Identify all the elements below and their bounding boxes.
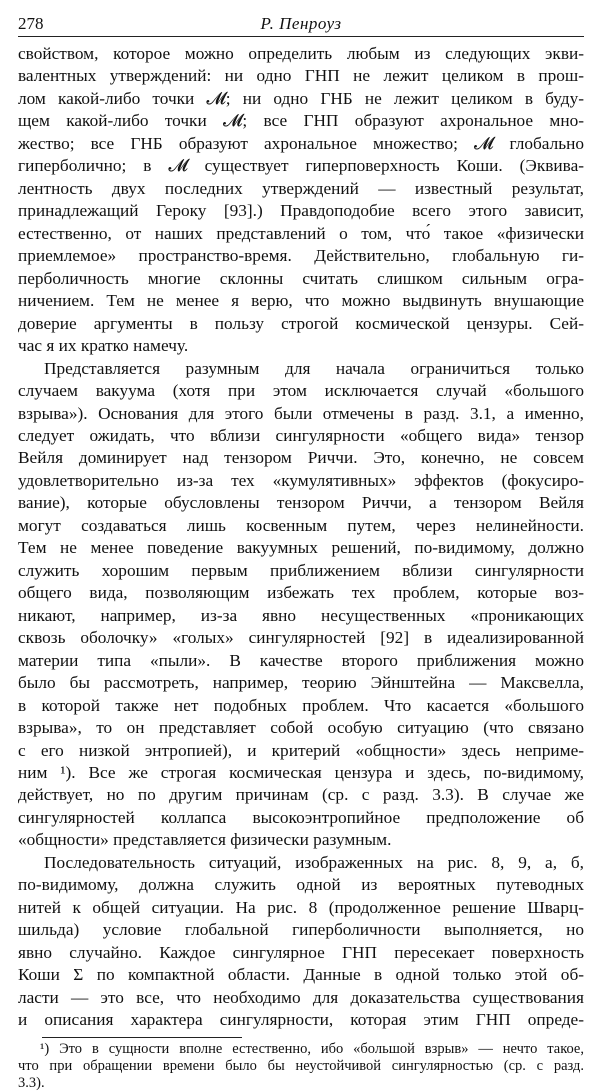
text-line: Вейля доминирует над тензором Риччи. Это, конечно, не совсем — [18, 448, 584, 468]
footnote-divider — [42, 1037, 242, 1038]
text-line: ласти — это все, что необходимо для доказательства существования — [18, 987, 584, 1007]
text-line: Последовательность ситуаций, изображенных на рис. 8, 9, а, б, — [44, 852, 584, 872]
text-line: и описания характера сингулярности, которая этим ГНП опреде- — [18, 1010, 584, 1030]
footnote-line: ¹) Это в сущности вполне естественно, ибо «большой взрыв» — нечто такое, — [40, 1040, 584, 1057]
text-line: валентных утверждений: ни одно ГНП не лежит целиком в прош- — [18, 66, 584, 86]
text-line: общего вида, позволяющим избежать тех проблем, которые воз- — [18, 583, 584, 603]
paragraph — [18, 43, 584, 358]
text-line: Коши Σ по компактной области. Данные в одной только этой об- — [18, 965, 584, 985]
text-line: сингулярностей коллапса высокоэнтропийное предположение об — [18, 807, 584, 827]
text-line: удовлетворительно из-за тех «кумулятивных» эффектов (фокусиро- — [18, 470, 584, 490]
text-line: по-видимому, должна служить одной из вероятных путеводных — [18, 875, 584, 895]
text-line: взрыва», то он представляет собой особую ситуацию (что связано — [18, 718, 584, 738]
text-line: служить хорошим первым приближением вблизи сингулярности — [18, 560, 584, 580]
text-line: материи типа «пыли». В качестве второго приближения можно — [18, 650, 584, 670]
text-line: естественно, от наших представлений о том, что́ такое «физически — [18, 223, 584, 243]
footnote-line: что при обращении времени было бы неустойчивой сингулярностью (ср. с разд. — [18, 1057, 584, 1074]
text-line: жество; все ГНБ образуют ахрональное множество; 𝓜 глобально — [18, 133, 584, 153]
text-line: шильда) условие глобальной гиперболичности выполняется, но — [18, 920, 584, 940]
text-line: сквозь оболочку» «голых» сингулярностей [92] в идеализированной — [18, 628, 584, 648]
text-line: свойством, которое можно определить любым из следующих экви- — [18, 44, 584, 63]
text-line: следует ожидать, что вблизи сингулярности «общего вида» тензор — [18, 425, 584, 445]
text-line: явно случайно. Каждое сингулярное ГНП пересекает поверхность — [18, 942, 584, 962]
footnote — [18, 1041, 584, 1092]
page-number: 278 — [18, 14, 44, 33]
text-line: было бы рассмотреть, например, теорию Эйнштейна — Максвелла, — [18, 673, 584, 693]
text-line: ним ¹). Все же строгая космическая цензура и здесь, по-видимому, — [18, 763, 584, 782]
text-line: гиперболично; в 𝓜 существует гиперповерхность Коши. (Эквива- — [18, 156, 584, 176]
text-line: лом какой-либо точки 𝓜; ни одно ГНБ не лежит целиком в буду- — [18, 88, 584, 108]
text-line: нитей к общей ситуации. На рис. 8 (продолженное решение Шварц- — [18, 897, 584, 917]
text-line: случаем вакуума (хотя при этом исключается случай «большого — [18, 381, 584, 401]
text-line: с его низкой энтропией), и критерий «общности» здесь неприме- — [18, 740, 584, 760]
text-line: взрыва»). Основания для этого были отмечены в разд. 3.1, а именно, — [18, 403, 584, 423]
text-line: час я их кратко намечу. — [18, 336, 189, 356]
paragraph — [18, 852, 584, 1032]
page-body — [18, 43, 584, 1032]
book-page — [18, 12, 584, 1092]
text-line: могут создаваться лишь косвенным путем, через нелинейности. — [18, 515, 584, 535]
text-line: никают, например, из-за явно несущественных «проникающих — [18, 605, 584, 625]
text-line: в которой также нет подобных проблем. Что касается «большого — [18, 695, 584, 715]
text-line: Тем не менее поведение вакуумных решений, по-видимому, должно — [18, 538, 584, 558]
text-line: лентность двух последних утверждений — известный результат, — [18, 178, 584, 198]
text-line: ничением. Тем не менее я верю, что можно выдвинуть внушающие — [18, 291, 584, 311]
text-line: «общности» представляется физически разумным. — [18, 830, 392, 850]
text-line: щем какой-либо точки 𝓜; все ГНП образуют ахрональное мно- — [18, 111, 584, 131]
text-line: Представляется разумным для начала ограничиться только — [44, 358, 584, 378]
text-line: вание), которые обусловлены тензором Риччи, а тензором Вейля — [18, 493, 584, 513]
text-line: перболичность многие склонны считать слишком сильным огра- — [18, 268, 584, 288]
page-header — [18, 12, 584, 37]
running-head: Р. Пенроуз — [260, 14, 342, 33]
text-line: действует, но по другим причинам (ср. с разд. 3.3). В случае же — [18, 785, 584, 805]
paragraph — [18, 358, 584, 852]
text-line: доверие аргументы в пользу строгой космической цензуры. Сей- — [18, 313, 584, 333]
footnote-line: 3.3). — [18, 1074, 45, 1091]
text-line: приемлемое» пространство-время. Действительно, глобальную ги- — [18, 246, 584, 266]
text-line: принадлежащий Героку [93].) Правдоподобие всего этого зависит, — [18, 201, 584, 221]
